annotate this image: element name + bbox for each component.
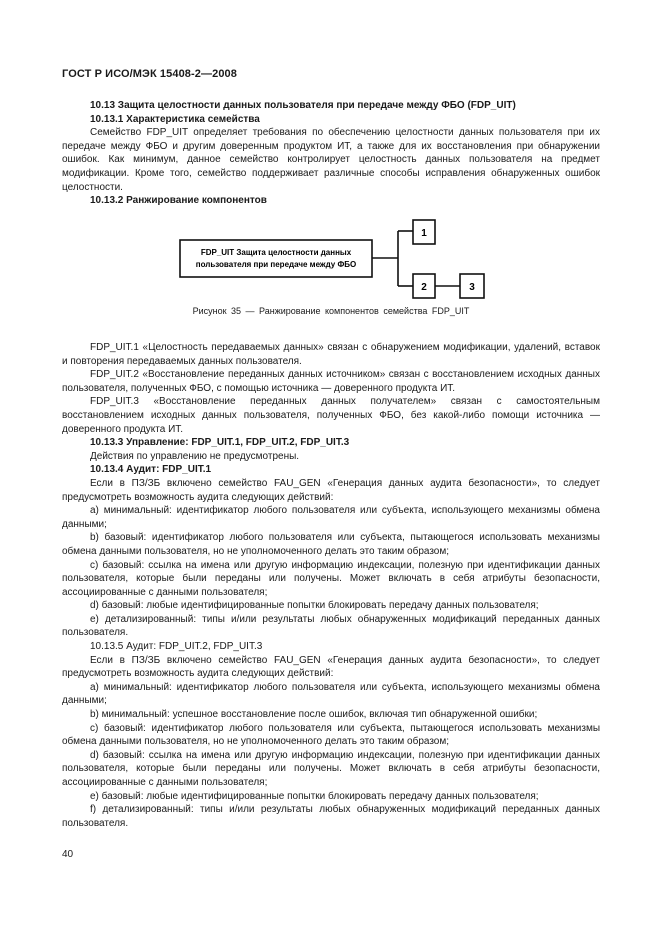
heading-10-13: 10.13 Защита целостности данных пользователя при передаче между ФБО (FDP_UIT): [90, 100, 516, 111]
heading-10-13-1: 10.13.1 Характеристика семейства: [90, 113, 260, 125]
audit-2-item-b: b) минимальный: успешное восстановление после ошибок, включая тип обнаруженной ошибки;: [90, 709, 538, 721]
main-box-line2: пользователя при передаче между ФБО: [195, 260, 357, 269]
paragraph-fdp-uit-2: FDP_UIT.2 «Восстановление переданных данных источником» связан с восстановлением исходных данных пользователя, полученных ФБО, с помощью источника — доверенного продукта ИТ.: [62, 369, 600, 394]
audit-2-item-e: е) базовый: любые идентифицированные попытки блокировать передачу данных пользователя;: [90, 790, 539, 802]
audit-2-item-d: d) базовый: ссылка на имена или другую информацию индексации, полезную при идентификации данных пользователя, которые были переданы или получены. Может включать в себя атрибуты безопасности, ассоциированные с данными пользователя;: [62, 749, 600, 788]
figure-caption: Рисунок 35 — Ранжирование компонентов семейства FDP_UIT: [192, 306, 470, 316]
component-box-3: [460, 274, 484, 298]
audit-1-item-e: е) детализированный: типы и/или результаты любых обнаруженных модификаций переданных данных пользователя.: [62, 613, 600, 639]
paragraph-fdp-uit-1: FDP_UIT.1 «Целостность передаваемых данных» связан с обнаружением модификации, удалений, вставок и повторения передаваемых данных пользователя.: [62, 342, 600, 367]
heading-10-13-5: 10.13.5 Аудит: FDP_UIT.2, FDP_UIT.3: [90, 641, 263, 653]
paragraph-audit-1-intro: Если в ПЗ/ЗБ включено семейство FAU_GEN «Генерация данных аудита безопасности», то следует предусмотреть возможность аудита следующих действий:: [62, 477, 600, 503]
component-box-2: [413, 274, 435, 298]
component-leveling-diagram: [170, 210, 500, 302]
audit-1-item-c: с) базовый: ссылка на имена или другую информацию индексации, полезную при идентификации данных пользователя, которые были переданы или получены. Может включать в себя атрибуты безопасности, ассоциированные с данными пользователя;: [62, 559, 600, 598]
audit-1-item-a: а) минимальный: идентификатор любого пользователя или субъекта, использующего механизмы обмена данными;: [62, 505, 600, 530]
paragraph-management: Действия по управлению не предусмотрены.: [90, 450, 300, 462]
audit-2-item-c: с) базовый: идентификатор любого пользователя или субъекта, пытающегося использовать механизмы обмена данными пользователя, но не уполномоченного делать это таким образом;: [62, 722, 600, 748]
component-box-1: [413, 220, 435, 244]
heading-10-13-4: 10.13.4 Аудит: FDP_UIT.1: [90, 464, 212, 476]
audit-1-item-d: d) базовый: любые идентифицированные попытки блокировать передачу данных пользователя;: [90, 600, 539, 612]
heading-10-13-2: 10.13.2 Ранжирование компонентов: [90, 195, 267, 207]
paragraph-fdp-uit-3: FDP_UIT.3 «Восстановление переданных данных получателем» связан с самостоятельным восстановлением исходных данных пользователя, полученных ФБО, без какой-либо помощи источника — доверенного продукта ИТ.: [62, 396, 600, 435]
audit-2-item-a: а) минимальный: идентификатор любого пользователя или субъекта, использующего механизмы обмена данными;: [62, 681, 600, 707]
paragraph-audit-2-intro: Если в ПЗ/ЗБ включено семейство FAU_GEN «Генерация данных аудита безопасности», то следует предусмотреть возможность аудита следующих действий:: [62, 654, 600, 680]
audit-2-item-f: f) детализированный: типы и/или результаты любых обнаруженных модификаций переданных данных пользователя.: [62, 804, 600, 829]
main-box-line1: FDP_UIT Защита целостности данных: [200, 248, 352, 257]
paragraph-family-characteristic: Семейство FDP_UIT определяет требования по обеспечению целостности данных пользователя при их передаче между ФБО и другим доверенным продуктом ИТ, а также для их восстановления при обнаружении ошибок. Как минимум, данное семейство контролирует целостность данных пользователя на предмет модификации. Кроме того, семейство поддерживает различные способы исправления обнаруженных ошибок целостности.: [62, 127, 600, 193]
main-family-box: [180, 240, 372, 277]
audit-1-item-b: b) базовый: идентификатор любого пользователя или субъекта, пытающегося использовать механизмы обмена данными пользователя, но не уполномоченного делать это таким образом;: [62, 532, 600, 557]
component-box-3-label: 3: [469, 282, 475, 293]
section-10-13-intro: [62, 99, 600, 208]
component-box-2-label: 2: [421, 282, 427, 293]
section-10-13-body: [62, 341, 600, 830]
document-header: ГОСТ Р ИСО/МЭК 15408-2—2008: [62, 68, 237, 80]
page-number: 40: [62, 849, 74, 860]
heading-10-13-3: 10.13.3 Управление: FDP_UIT.1, FDP_UIT.2, FDP_UIT.3: [90, 437, 350, 449]
component-box-1-label: 1: [421, 228, 427, 239]
